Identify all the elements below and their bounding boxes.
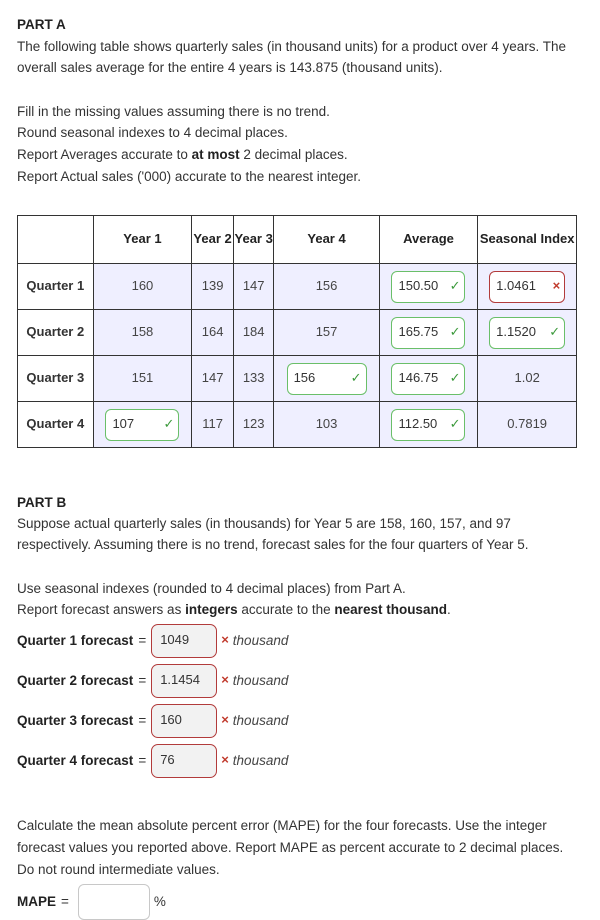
average-input-q4[interactable] (391, 409, 465, 441)
table-row (18, 402, 577, 448)
average-input-q2[interactable] (391, 317, 465, 349)
check-icon: ✓ (163, 416, 175, 432)
mape-label: MAPE (17, 893, 57, 909)
check-icon: ✓ (449, 416, 461, 432)
forecast-unit-q3: thousand (232, 712, 289, 728)
check-icon: ✓ (350, 370, 362, 386)
seasonal-value-q1: 1.0461 (496, 278, 536, 294)
sales-table (17, 215, 577, 448)
row-label-q4: Quarter 4 (18, 402, 94, 448)
header-year-3: Year 3 (233, 216, 274, 264)
cell-q3-average (379, 356, 478, 402)
equals-sign: = (138, 712, 147, 728)
cell-q1-average (379, 264, 478, 310)
forecast-unit-q4: thousand (232, 752, 289, 768)
content (0, 0, 600, 187)
instruction-round: Round seasonal indexes to 4 decimal places. (17, 125, 288, 141)
cell-q4-y1 (93, 402, 192, 448)
mape-row (17, 884, 584, 920)
cell-q4-average (379, 402, 478, 448)
mape-input[interactable] (78, 884, 150, 920)
cell-q3-y4 (274, 356, 379, 402)
cell-q2-y2: 164 (192, 310, 234, 356)
table-row (18, 264, 577, 310)
header-year-4: Year 4 (274, 216, 379, 264)
table-row (18, 310, 577, 356)
seasonal-input-q2[interactable] (489, 317, 565, 349)
average-input-q3[interactable] (391, 363, 465, 395)
forecast-row-q2 (17, 661, 584, 701)
equals-sign: = (138, 632, 147, 648)
equals-sign: = (61, 893, 69, 909)
percent-unit: % (153, 893, 166, 909)
seasonal-input-q1[interactable] (489, 271, 565, 303)
cell-q1-seasonal (478, 264, 577, 310)
mape-instructions: Calculate the mean absolute percent error (MAPE) for the four forecasts. Use the integer forecast values you reported above. Report MAPE as percent accurate to 2 decimal places. Do not round intermediate values. (17, 817, 564, 878)
header-year-1: Year 1 (93, 216, 192, 264)
cell-q1-y4: 156 (274, 264, 379, 310)
cell-q4-y4: 103 (274, 402, 379, 448)
check-icon: ✓ (549, 324, 561, 340)
instruction-seasonal: Use seasonal indexes (rounded to 4 decimal places) from Part A. (17, 580, 406, 596)
cell-q1-y3: 147 (233, 264, 274, 310)
header-average: Average (379, 216, 478, 264)
cell-q2-y1: 158 (93, 310, 192, 356)
header-seasonal-index: Seasonal Index (478, 216, 577, 264)
forecast-unit-q1: thousand (232, 632, 289, 648)
forecast-input-q3[interactable]: 160 (151, 704, 217, 738)
cell-q3-seasonal: 1.02 (478, 356, 577, 402)
cell-q4-y2: 117 (192, 402, 234, 448)
equals-sign: = (138, 752, 147, 768)
cell-q1-y2: 139 (192, 264, 234, 310)
cell-q2-average (379, 310, 478, 356)
actual-value-q3-y4: 156 (293, 370, 316, 386)
forecast-input-q4[interactable]: 76 (151, 744, 217, 778)
equals-sign: = (138, 672, 147, 688)
forecast-row-q4 (17, 741, 584, 781)
part-b-section (0, 448, 600, 919)
cross-icon: × (221, 752, 229, 768)
average-input-q1[interactable] (391, 271, 465, 303)
forecast-label-q1: Quarter 1 forecast (17, 632, 134, 648)
average-value-q3: 146.75 (398, 370, 439, 386)
seasonal-value-q2: 1.1520 (496, 324, 536, 340)
instruction-averages: Report Averages accurate to at most 2 decimal places. (17, 146, 348, 162)
instruction-integers: Report forecast answers as integers accurate to the nearest thousand. (17, 602, 451, 618)
instruction-actual: Report Actual sales ('000) accurate to the nearest integer. (17, 168, 362, 184)
row-label-q1: Quarter 1 (18, 264, 94, 310)
forecast-row-q1 (17, 621, 584, 661)
table-header-row (18, 216, 577, 264)
row-label-q3: Quarter 3 (18, 356, 94, 402)
instruction-missing: Fill in the missing values assuming there is no trend. (17, 103, 330, 119)
part-a-intro: The following table shows quarterly sales (in thousand units) for a product over 4 years. The overall sales average for the entire 4 years is 143.875 (thousand units). (17, 38, 567, 76)
cross-icon: × (221, 672, 229, 688)
cell-q3-y1: 151 (93, 356, 192, 402)
forecast-input-q2[interactable]: 1.1454 (151, 664, 217, 698)
average-value-q1: 150.50 (398, 278, 439, 294)
forecast-label-q2: Quarter 2 forecast (17, 672, 134, 688)
cell-q3-y2: 147 (192, 356, 234, 402)
forecast-row-q3 (17, 701, 584, 741)
forecast-label-q3: Quarter 3 forecast (17, 712, 134, 728)
actual-value-q4-y1: 107 (112, 416, 135, 432)
cell-q4-y3: 123 (233, 402, 274, 448)
actual-input-q3-y4[interactable] (287, 363, 367, 395)
cell-q4-seasonal: 0.7819 (478, 402, 577, 448)
forecast-unit-q2: thousand (232, 672, 289, 688)
corner-cell (18, 216, 94, 264)
forecast-input-q1[interactable]: 1049 (151, 624, 217, 658)
forecast-label-q4: Quarter 4 forecast (17, 752, 134, 768)
actual-input-q4-y1[interactable] (105, 409, 179, 441)
cross-icon: × (221, 632, 229, 648)
cross-icon: × (221, 712, 229, 728)
average-value-q2: 165.75 (398, 324, 439, 340)
header-year-2: Year 2 (192, 216, 234, 264)
check-icon: ✓ (449, 278, 461, 294)
cross-icon: × (552, 278, 561, 294)
check-icon: ✓ (449, 324, 461, 340)
table-row (18, 356, 577, 402)
cell-q1-y1: 160 (93, 264, 192, 310)
cell-q3-y3: 133 (233, 356, 274, 402)
cell-q2-seasonal (478, 310, 577, 356)
cell-q2-y4: 157 (274, 310, 379, 356)
row-label-q2: Quarter 2 (18, 310, 94, 356)
average-value-q4: 112.50 (398, 416, 438, 432)
check-icon: ✓ (449, 370, 461, 386)
part-b-title: PART B (17, 495, 67, 511)
part-b-intro: Suppose actual quarterly sales (in thousands) for Year 5 are 158, 160, 157, and 97 respectively. Assuming there is no trend, forecast sales for the four quarters of Year 5. (17, 515, 529, 552)
part-a-title: PART A (17, 17, 66, 32)
cell-q2-y3: 184 (233, 310, 274, 356)
